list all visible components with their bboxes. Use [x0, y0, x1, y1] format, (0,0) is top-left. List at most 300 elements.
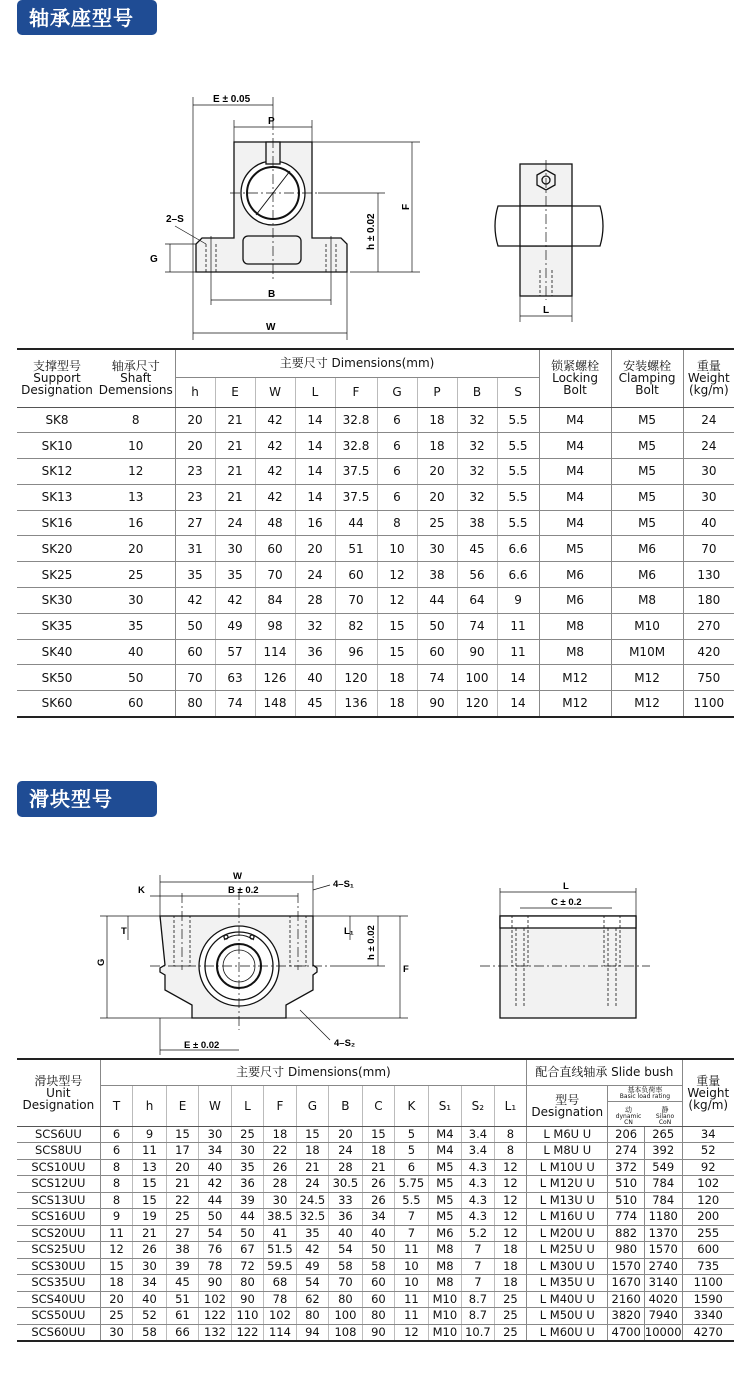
table-cell: 126: [255, 665, 295, 691]
table-cell: 14: [497, 665, 539, 691]
table-row: [17, 459, 734, 485]
table-row: [17, 536, 734, 562]
label-w: W: [266, 322, 276, 333]
table-cell: 33: [329, 1192, 363, 1209]
table-cell: 12: [494, 1209, 527, 1226]
label-h: h ± 0.02: [366, 213, 377, 250]
table-cell: 51.5: [264, 1242, 296, 1259]
table-cell: 58: [362, 1258, 394, 1275]
table-cell: 8: [494, 1126, 527, 1143]
table-cell: 30: [215, 536, 255, 562]
table-cell: 102: [264, 1308, 296, 1325]
table-cell: 122: [199, 1308, 231, 1325]
table-cell: 35: [296, 1225, 328, 1242]
table-cell: 120: [682, 1192, 734, 1209]
table-cell: 600: [682, 1242, 734, 1259]
table-cell: 510: [608, 1192, 645, 1209]
table-cell: 51: [166, 1291, 198, 1308]
table-cell: 42: [255, 433, 295, 459]
table-cell: 372: [608, 1159, 645, 1176]
table-cell: 42: [255, 459, 295, 485]
table-cell: 120: [457, 691, 497, 717]
table-cell: 20: [329, 1126, 363, 1143]
table-cell: 50: [175, 613, 215, 639]
table-cell: 80: [231, 1275, 263, 1292]
table-cell: 10: [97, 433, 175, 459]
table-cell: 44: [417, 588, 457, 614]
table-cell: 32: [457, 407, 497, 433]
table-cell: 3820: [608, 1308, 645, 1325]
dim-header: L: [231, 1085, 263, 1126]
table-cell: 37.5: [335, 459, 377, 485]
table-cell: 39: [166, 1258, 198, 1275]
table-cell: 62: [296, 1291, 328, 1308]
table-cell: L M16U U: [527, 1209, 608, 1226]
table-cell: 54: [296, 1275, 328, 1292]
table-cell: 18: [296, 1143, 328, 1160]
table-cell: 80: [329, 1291, 363, 1308]
table-cell: 90: [231, 1291, 263, 1308]
label-s: 2–S: [166, 214, 184, 225]
table-cell: 60: [175, 639, 215, 665]
table-cell: 13: [97, 484, 175, 510]
table-cell: 11: [497, 639, 539, 665]
table-cell: L M30U U: [527, 1258, 608, 1275]
table-cell: M8: [539, 613, 611, 639]
table-cell: 11: [395, 1291, 429, 1308]
table-cell: 58: [133, 1324, 167, 1341]
table-cell: 26: [264, 1159, 296, 1176]
table-cell: 52: [682, 1143, 734, 1160]
table-cell: SCS30UU: [17, 1258, 100, 1275]
table-cell: 11: [100, 1225, 132, 1242]
table-cell: 44: [335, 510, 377, 536]
table-cell: 5.5: [497, 459, 539, 485]
table-cell: 44: [231, 1209, 263, 1226]
label-f: F: [401, 203, 412, 210]
table-cell: 20: [175, 407, 215, 433]
table-cell: 18: [377, 665, 417, 691]
table-cell: 16: [97, 510, 175, 536]
table-cell: 66: [166, 1324, 198, 1341]
table-cell: SCS16UU: [17, 1209, 100, 1226]
table-cell: 8: [100, 1159, 132, 1176]
table-cell: 130: [683, 562, 734, 588]
table-cell: 42: [296, 1242, 328, 1259]
table-cell: 265: [644, 1126, 682, 1143]
table-cell: 20: [97, 536, 175, 562]
dim-header: C: [362, 1085, 394, 1126]
table-cell: 30: [97, 588, 175, 614]
table-cell: 4270: [682, 1324, 734, 1341]
table-cell: SK10: [17, 433, 97, 459]
table-cell: 25: [100, 1308, 132, 1325]
table-cell: 80: [175, 691, 215, 717]
table-row: [17, 1324, 734, 1341]
table-cell: 38: [417, 562, 457, 588]
table-cell: 76: [199, 1242, 231, 1259]
table-cell: 31: [175, 536, 215, 562]
table-cell: 63: [215, 665, 255, 691]
table-cell: 23: [175, 459, 215, 485]
table-cell: 15: [377, 639, 417, 665]
dim-header: K: [395, 1085, 429, 1126]
table-cell: 4020: [644, 1291, 682, 1308]
table-cell: M8: [428, 1275, 462, 1292]
table-cell: 23: [175, 484, 215, 510]
table-row: [17, 639, 734, 665]
table-cell: M5: [428, 1176, 462, 1193]
header-slide-bush: 配合直线轴承 Slide bush: [527, 1059, 682, 1085]
slide-unit-spec-table: [17, 1058, 734, 1342]
table-cell: 114: [264, 1324, 296, 1341]
table-cell: M6: [539, 562, 611, 588]
dim-header: h: [133, 1085, 167, 1126]
table-cell: 549: [644, 1159, 682, 1176]
table-cell: 40: [133, 1291, 167, 1308]
table-cell: 24: [296, 1176, 328, 1193]
table-cell: 102: [199, 1291, 231, 1308]
table-cell: 15: [133, 1176, 167, 1193]
table-cell: 15: [133, 1192, 167, 1209]
table-cell: 25: [97, 562, 175, 588]
table-cell: M10M: [611, 639, 683, 665]
table-cell: 45: [295, 691, 335, 717]
dim-header: E: [215, 377, 255, 407]
table-cell: 60: [335, 562, 377, 588]
table-cell: 5: [395, 1143, 429, 1160]
table-cell: 32: [457, 484, 497, 510]
table-cell: 136: [335, 691, 377, 717]
table-cell: 98: [255, 613, 295, 639]
table-cell: 6: [377, 459, 417, 485]
table-cell: 70: [335, 588, 377, 614]
table-cell: 59.5: [264, 1258, 296, 1275]
table-cell: L M8U U: [527, 1143, 608, 1160]
table-cell: 52: [133, 1308, 167, 1325]
table-cell: SCS13UU: [17, 1192, 100, 1209]
table-row: [17, 1291, 734, 1308]
table-cell: 25: [494, 1291, 527, 1308]
table-cell: 30: [133, 1258, 167, 1275]
table-cell: 102: [682, 1176, 734, 1193]
table-cell: 10: [377, 536, 417, 562]
table-cell: 100: [329, 1308, 363, 1325]
table-cell: 8: [377, 510, 417, 536]
table-cell: 200: [682, 1209, 734, 1226]
table-cell: 15: [100, 1258, 132, 1275]
table-cell: M10: [428, 1291, 462, 1308]
table-cell: 10: [395, 1275, 429, 1292]
table-cell: 12: [377, 562, 417, 588]
table-cell: 392: [644, 1143, 682, 1160]
table-cell: SK20: [17, 536, 97, 562]
table-row: [17, 407, 734, 433]
dim-header: G: [296, 1085, 328, 1126]
table-cell: 25: [417, 510, 457, 536]
table-cell: 60: [362, 1291, 394, 1308]
table-cell: 7: [462, 1242, 494, 1259]
table-cell: SCS12UU: [17, 1176, 100, 1193]
table-cell: 110: [231, 1308, 263, 1325]
table-cell: 14: [295, 459, 335, 485]
table-cell: 41: [264, 1225, 296, 1242]
table-cell: 51: [335, 536, 377, 562]
table-cell: L M50U U: [527, 1308, 608, 1325]
table-cell: 42: [255, 484, 295, 510]
table-cell: M5: [611, 484, 683, 510]
header-weight: 重量 Weight (kg/m): [682, 1059, 734, 1126]
table-cell: 26: [133, 1242, 167, 1259]
table-cell: 78: [264, 1291, 296, 1308]
table-cell: 114: [255, 639, 295, 665]
header-clamping-bolt: 安装螺栓 Clamping Bolt: [611, 349, 683, 407]
table-cell: 70: [683, 536, 734, 562]
support-spec-table: [17, 348, 734, 718]
table-cell: 27: [166, 1225, 198, 1242]
table-cell: L M12U U: [527, 1176, 608, 1193]
table-row: [17, 1225, 734, 1242]
table-cell: 6.6: [497, 562, 539, 588]
table-cell: 22: [166, 1192, 198, 1209]
table-cell: 24.5: [296, 1192, 328, 1209]
table-cell: 980: [608, 1242, 645, 1259]
table-cell: 45: [166, 1275, 198, 1292]
table-cell: SCS50UU: [17, 1308, 100, 1325]
table-cell: 42: [255, 407, 295, 433]
table-cell: 80: [296, 1308, 328, 1325]
header-shaft-dimensions: 轴承尺寸 Shaft Demensions: [97, 349, 175, 407]
table-cell: M12: [539, 691, 611, 717]
table-cell: SK13: [17, 484, 97, 510]
table-cell: 32.5: [296, 1209, 328, 1226]
table-cell: M12: [539, 665, 611, 691]
table-cell: 24: [329, 1143, 363, 1160]
table-cell: 8.7: [462, 1291, 494, 1308]
dim-header: S: [497, 377, 539, 407]
table-cell: M12: [611, 665, 683, 691]
table-cell: 60: [255, 536, 295, 562]
table-cell: M4: [539, 484, 611, 510]
label-b: B ± 0.2: [228, 885, 259, 896]
table-cell: M4: [539, 433, 611, 459]
table-cell: 30: [100, 1324, 132, 1341]
table-row: [17, 588, 734, 614]
table-cell: SK12: [17, 459, 97, 485]
dim-header: S₂: [462, 1085, 494, 1126]
table-cell: 34: [362, 1209, 394, 1226]
table-cell: 4.3: [462, 1176, 494, 1193]
table-cell: 27: [175, 510, 215, 536]
table-cell: 11: [497, 613, 539, 639]
table-cell: M4: [539, 510, 611, 536]
dim-header: F: [264, 1085, 296, 1126]
label-w: W: [233, 871, 242, 882]
table-row: [17, 1258, 734, 1275]
table-cell: 56: [457, 562, 497, 588]
table-cell: M8: [428, 1258, 462, 1275]
table-cell: 882: [608, 1225, 645, 1242]
table-cell: 20: [417, 484, 457, 510]
table-cell: 30: [264, 1192, 296, 1209]
table-cell: 12: [100, 1242, 132, 1259]
table-cell: 30.5: [329, 1176, 363, 1193]
table-cell: 36: [231, 1176, 263, 1193]
table-cell: 1180: [644, 1209, 682, 1226]
table-cell: 510: [608, 1176, 645, 1193]
table-cell: M6: [539, 588, 611, 614]
table-cell: L M35U U: [527, 1275, 608, 1292]
table-cell: 32: [295, 613, 335, 639]
table-cell: 70: [255, 562, 295, 588]
table-cell: 3.4: [462, 1143, 494, 1160]
dim-header: L₁: [494, 1085, 527, 1126]
table-cell: 4700: [608, 1324, 645, 1341]
table-row: [17, 691, 734, 717]
table-cell: 54: [329, 1242, 363, 1259]
table-cell: SK25: [17, 562, 97, 588]
table-cell: 6: [395, 1159, 429, 1176]
table-cell: 70: [175, 665, 215, 691]
table-cell: 735: [682, 1258, 734, 1275]
table-cell: M5: [611, 510, 683, 536]
label-h: h ± 0.02: [366, 925, 377, 960]
table-cell: 18: [494, 1242, 527, 1259]
label-c: C ± 0.2: [551, 897, 582, 908]
table-cell: 16: [295, 510, 335, 536]
table-cell: L M6U U: [527, 1126, 608, 1143]
table-cell: 8.7: [462, 1308, 494, 1325]
table-cell: 34: [133, 1275, 167, 1292]
table-cell: 38: [166, 1242, 198, 1259]
table-cell: M5: [611, 459, 683, 485]
table-cell: L M20U U: [527, 1225, 608, 1242]
table-cell: 12: [377, 588, 417, 614]
table-cell: 26: [362, 1192, 394, 1209]
table-cell: 15: [362, 1126, 394, 1143]
header-bush-designation: 型号 Designation: [527, 1085, 608, 1126]
table-cell: 132: [199, 1324, 231, 1341]
table-cell: 6: [377, 407, 417, 433]
header-support-designation: 支撑型号 Support Designation: [17, 349, 97, 407]
table-cell: M8: [611, 588, 683, 614]
table-row: [17, 665, 734, 691]
table-cell: 2740: [644, 1258, 682, 1275]
table-cell: 92: [682, 1159, 734, 1176]
table-cell: 1100: [683, 691, 734, 717]
label-l: L: [563, 881, 569, 892]
table-cell: SCS8UU: [17, 1143, 100, 1160]
table-cell: 11: [133, 1143, 167, 1160]
table-cell: 57: [215, 639, 255, 665]
table-cell: 36: [295, 639, 335, 665]
table-cell: 3140: [644, 1275, 682, 1292]
table-cell: M12: [611, 691, 683, 717]
table-cell: 6.6: [497, 536, 539, 562]
table-cell: 34: [199, 1143, 231, 1160]
table-cell: 20: [100, 1291, 132, 1308]
table-cell: SCS40UU: [17, 1291, 100, 1308]
header-basic-load-rating: 基本负荷率 Basic load rating 动 dynamic CN 静 Silano CoN: [608, 1085, 682, 1126]
table-cell: SK35: [17, 613, 97, 639]
label-e: E ± 0.05: [213, 94, 251, 105]
table-cell: 5.75: [395, 1176, 429, 1193]
table-row: [17, 1308, 734, 1325]
table-cell: 37.5: [335, 484, 377, 510]
table-cell: 12: [494, 1176, 527, 1193]
table-cell: 68: [264, 1275, 296, 1292]
table-cell: 784: [644, 1176, 682, 1193]
table-cell: M5: [428, 1192, 462, 1209]
table-cell: 50: [199, 1209, 231, 1226]
table-cell: 6: [377, 433, 417, 459]
table-cell: 30: [199, 1126, 231, 1143]
table-cell: 34: [682, 1126, 734, 1143]
table-cell: 4.3: [462, 1209, 494, 1226]
table-cell: 90: [199, 1275, 231, 1292]
table-cell: 8: [100, 1192, 132, 1209]
slide-unit-drawing: [0, 860, 751, 1056]
table-cell: 10: [395, 1258, 429, 1275]
table-cell: 122: [231, 1324, 263, 1341]
table-cell: 32: [457, 459, 497, 485]
table-cell: 22: [264, 1143, 296, 1160]
table-row: [17, 1126, 734, 1143]
table-cell: 21: [296, 1159, 328, 1176]
table-cell: 90: [457, 639, 497, 665]
table-cell: 74: [417, 665, 457, 691]
table-cell: 30: [417, 536, 457, 562]
label-p: P: [268, 116, 275, 127]
table-cell: 21: [215, 484, 255, 510]
table-cell: 42: [175, 588, 215, 614]
table-cell: 18: [417, 407, 457, 433]
table-cell: 24: [683, 407, 734, 433]
table-cell: 270: [683, 613, 734, 639]
label-k: K: [138, 885, 145, 896]
table-cell: 35: [231, 1159, 263, 1176]
table-cell: 120: [335, 665, 377, 691]
dim-header: P: [417, 377, 457, 407]
table-cell: M4: [539, 407, 611, 433]
table-cell: 60: [362, 1275, 394, 1292]
table-cell: M8: [428, 1242, 462, 1259]
header-dimensions: 主要尺寸 Dimensions(mm): [100, 1059, 526, 1085]
table-cell: 44: [199, 1192, 231, 1209]
table-cell: 26: [362, 1176, 394, 1193]
table-row: [17, 1176, 734, 1193]
table-cell: 4.3: [462, 1192, 494, 1209]
table-cell: 7940: [644, 1308, 682, 1325]
table-cell: 255: [682, 1225, 734, 1242]
dim-header: G: [377, 377, 417, 407]
table-cell: 18: [264, 1126, 296, 1143]
table-cell: 94: [296, 1324, 328, 1341]
table-cell: 9: [497, 588, 539, 614]
table-cell: 39: [231, 1192, 263, 1209]
table-cell: 3340: [682, 1308, 734, 1325]
table-cell: 48: [255, 510, 295, 536]
table-row: [17, 433, 734, 459]
table-cell: 28: [295, 588, 335, 614]
table-cell: 49: [215, 613, 255, 639]
table-cell: 40: [199, 1159, 231, 1176]
table-cell: 774: [608, 1209, 645, 1226]
table-cell: 6: [377, 484, 417, 510]
table-cell: 180: [683, 588, 734, 614]
table-cell: 108: [329, 1324, 363, 1341]
table-cell: 21: [362, 1159, 394, 1176]
